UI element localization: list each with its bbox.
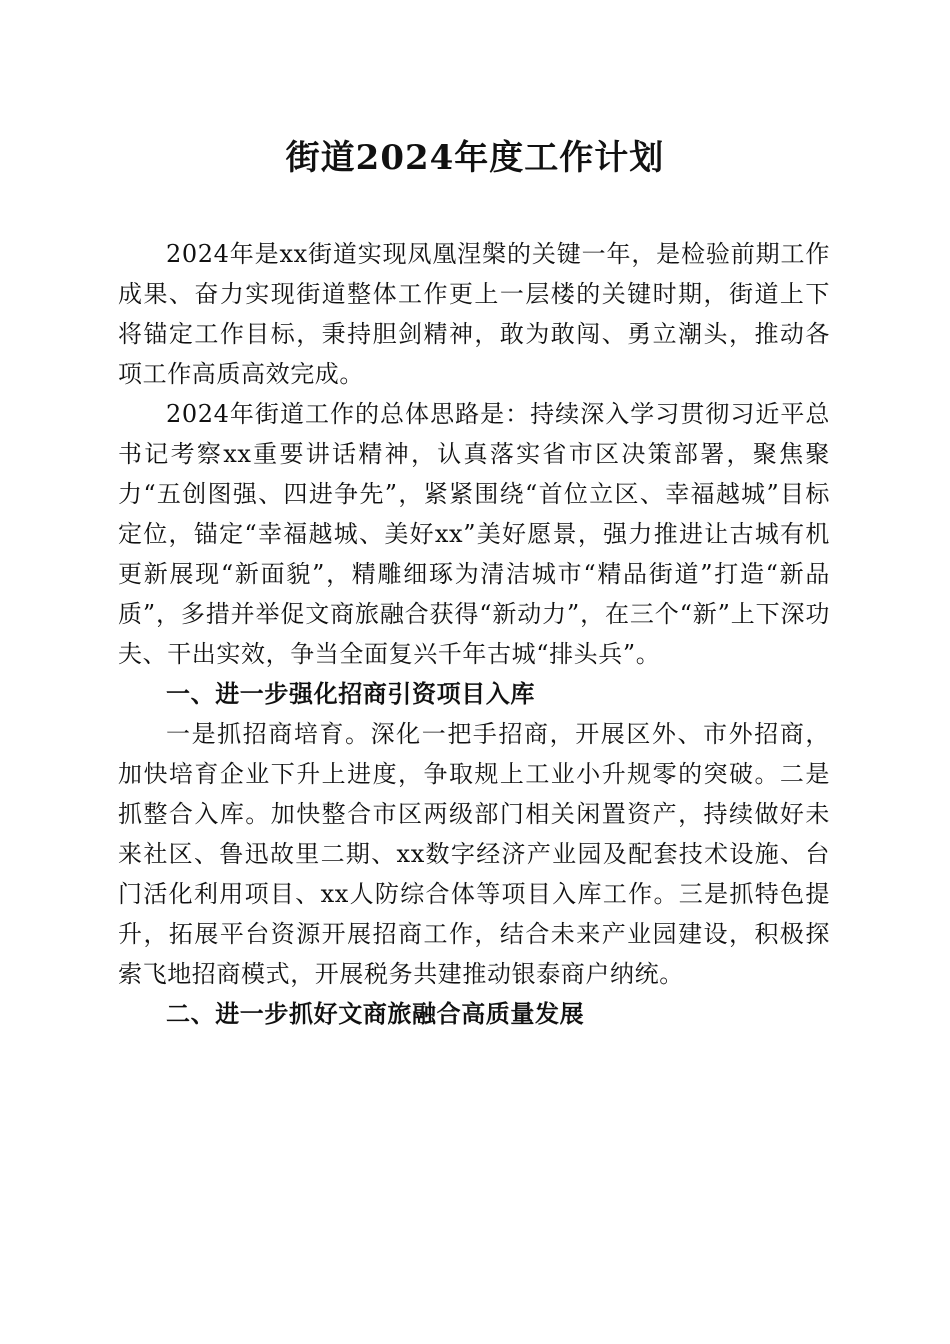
document-title: 街道2024年度工作计划	[285, 138, 665, 178]
paragraph-section1-body: 一是抓招商培育。深化一把手招商，开展区外、市外招商，加快培育企业下升上进度，争取规上工业小升规零的突破。二是抓整合入库。加快整合市区两级部门相关闲置资产，持续做好未来社区、鲁迅故里二期、xx数字经济产业园及配套技术设施、台门活化利用项目、xx人防综合体等项目入库工作。三是抓特色提升，拓展平台资源开展招商工作，结合未来产业园建设，积极探索飞地招商模式，开展税务共建推动银泰商户纳统。	[118, 720, 830, 988]
section-heading-1: 一、进一步强化招商引资项目入库	[166, 680, 535, 708]
paragraph-intro: 2024年是xx街道实现凤凰涅槃的关键一年，是检验前期工作成果、奋力实现街道整体工作更上一层楼的关键时期，街道上下将锚定工作目标，秉持胆剑精神，敢为敢闯、勇立潮头，推动各项工作高质高效完成。	[118, 240, 830, 388]
paragraph-overall-approach: 2024年街道工作的总体思路是：持续深入学习贯彻习近平总书记考察xx重要讲话精神，认真落实省市区决策部署，聚焦聚力“五创图强、四进争先”，紧紧围绕“首位立区、幸福越城”目标定位，锚定“幸福越城、美好xx”美好愿景，强力推进让古城有机更新展现“新面貌”，精雕细琢为清洁城市“精品街道”打造“新品质”，多措并举促文商旅融合获得“新动力”，在三个“新”上下深功夫、干出实效，争当全面复兴千年古城“排头兵”。	[118, 400, 830, 668]
section-heading-2: 二、进一步抓好文商旅融合高质量发展	[166, 1000, 585, 1028]
document-body	[118, 234, 830, 1034]
